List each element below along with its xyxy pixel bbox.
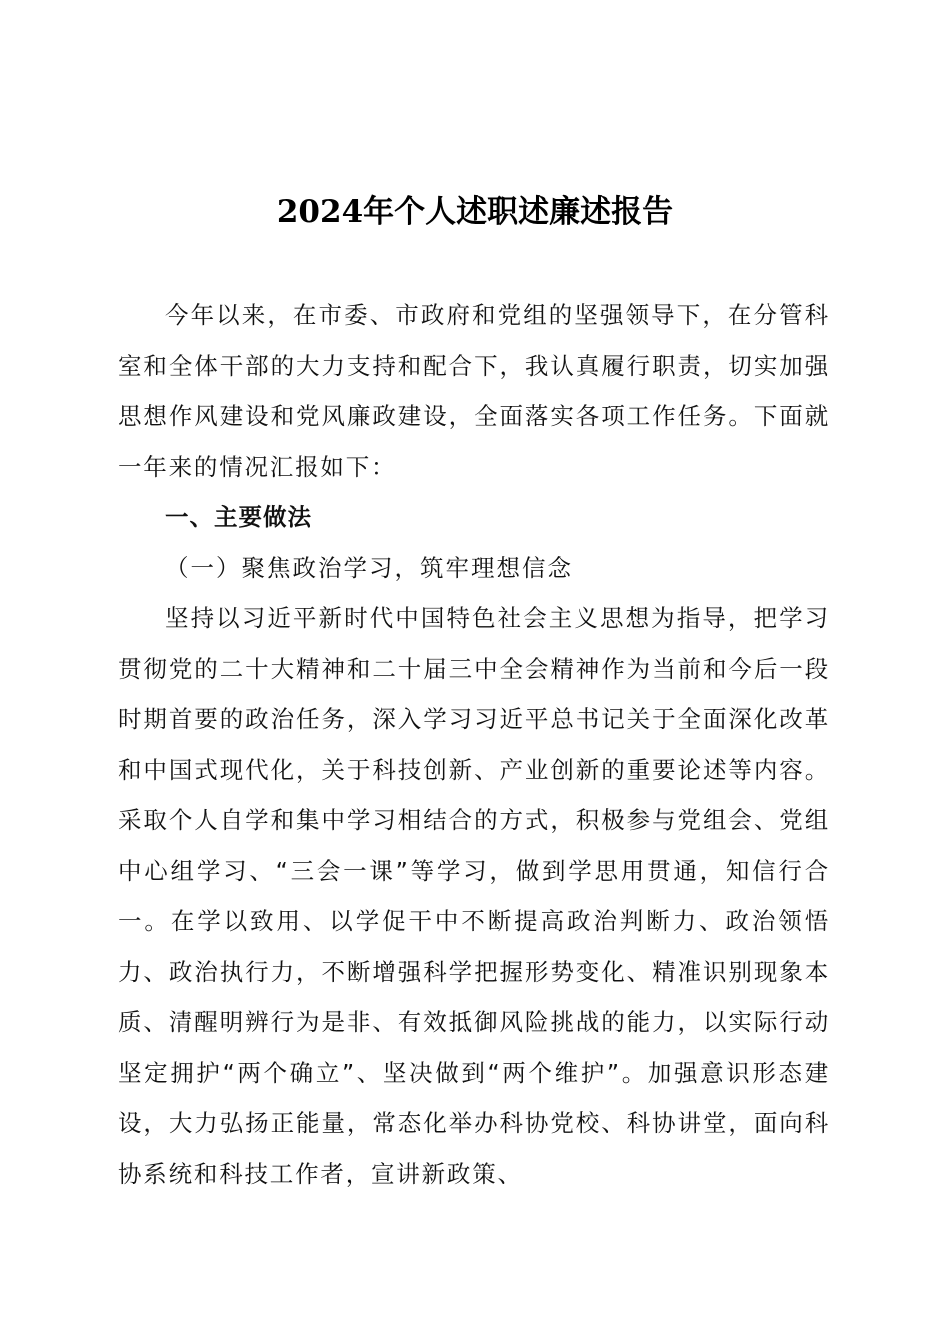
intro-paragraph: 今年以来，在市委、市政府和党组的坚强领导下，在分管科室和全体干部的大力支持和配合下，我认真履行职责，切实加强思想作风建设和党风廉政建设，全面落实各项工作任务。下面就一年来的情况汇报如下： (118, 301, 830, 481)
body-paragraph: 坚持以习近平新时代中国特色社会主义思想为指导，把学习贯彻党的二十大精神和二十届三中全会精神作为当前和今后一段时期首要的政治任务，深入学习习近平总书记关于全面深化改革和中国式现代化，关于科技创新、产业创新的重要论述等内容。采取个人自学和集中学习相结合的方式，积极参与党组会、党组中心组学习、“三会一课”等学习，做到学思用贯通，知信行合一。在学以致用、以学促干中不断提高政治判断力、政治领悟力、政治执行力，不断增强科学把握形势变化、精准识别现象本质、清醒明辨行为是非、有效抵御风险挑战的能力，以实际行动坚定拥护“两个确立”、坚决做到“两个维护”。加强意识形态建设，大力弘扬正能量，常态化举办科协党校、科协讲堂，面向科协系统和科技工作者，宣讲新政策、 (118, 604, 830, 1188)
document-title: 2024年个人述职述廉述报告 (276, 194, 674, 230)
subsection-heading: （一）聚焦政治学习，筑牢理想信念 (165, 553, 573, 582)
section-heading: 一、主要做法 (165, 503, 312, 531)
document-body (118, 290, 830, 1199)
